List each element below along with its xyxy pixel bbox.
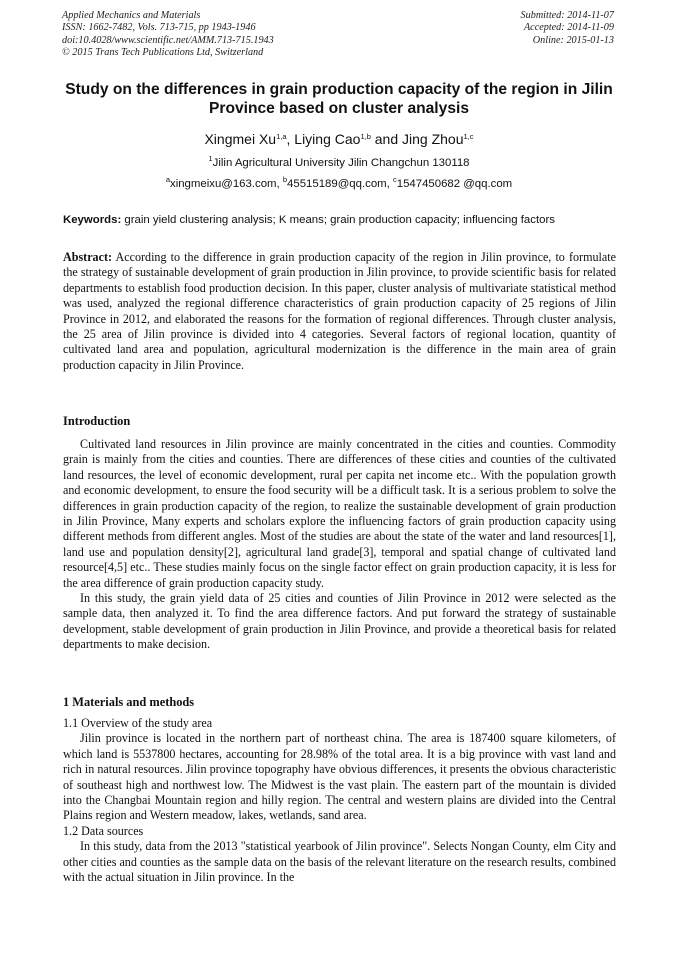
affiliation (64, 156, 614, 171)
email-list (64, 177, 614, 192)
author-name: Xingmei Xu (204, 131, 277, 147)
online-date: Online: 2015-01-13 (532, 34, 614, 46)
data-sources-paragraph: In this study, data from the 2013 "statistical yearbook of Jilin province". Selects Nongan County, elm City and other cities and counties as the sample data on the basis of the relevant literature on the research results, combined with the actual situation in Jilin province. In the (63, 839, 616, 885)
abstract (63, 250, 616, 373)
author-superscript: 1,c (463, 132, 474, 141)
affiliation-superscript: 1 (208, 154, 213, 163)
journal-header (62, 10, 274, 60)
methods-body (63, 716, 616, 885)
email-superscript: a (165, 175, 170, 184)
subsection-heading: 1.1 Overview of the study area (63, 716, 213, 730)
email-superscript: c (392, 175, 397, 184)
submitted-date: Submitted: 2014-11-07 (520, 10, 614, 21)
email-address: xingmeixu@163.com, (170, 178, 283, 190)
abstract-label: Abstract: (63, 250, 113, 264)
keywords-label: Keywords: (63, 214, 122, 226)
introduction-paragraph: In this study, the grain yield data of 25 cities and counties of Jilin Province in 2012 were selected as the sample data, then analyzed it. To find the area difference factors. And put forward the strategy of sustainable development, stable development of grain production in Jilin Province, and provide a theoretical basis for related departments to make decision. (63, 591, 616, 652)
author-superscript: 1,a (276, 132, 287, 141)
email-superscript: b (282, 175, 288, 184)
affiliation-text: Jilin Agricultural University Jilin Changchun 130118 (212, 157, 470, 169)
study-area-paragraph: Jilin province is located in the northern part of northeast china. The area is 187400 square kilometers, of which land is 5537800 hectares, accounting for 28.98% of the total area. It is a big province with vast land and rich in natural resources. Jilin province topography have obvious differences, it presents the obvious characteristic of southeast high and northwest low. The Midwest is the vast plain. The eastern part of the mountain is divided into the Changbai Mountain region and hilly region. The central and western plains are divided into the Central Plains region and Western meadow, lakes, wetlands, sand area. (63, 731, 616, 823)
introduction-body (63, 437, 616, 653)
doi-line: doi:10.4028/www.scientific.net/AMM.713-715.1943 (62, 34, 274, 46)
author-separator: and (370, 131, 403, 147)
paper-title: Study on the differences in grain production capacity of the region in Jilin Province based on cluster analysis (65, 81, 613, 117)
subsection-heading: 1.2 Data sources (63, 823, 144, 838)
introduction-heading: Introduction (63, 414, 131, 428)
author-separator: , (286, 131, 295, 147)
email-address: 45515189@qq.com, (287, 178, 393, 190)
methods-heading: 1 Materials and methods (63, 695, 195, 709)
author-list (64, 130, 614, 148)
abstract-text: According to the difference in grain production capacity of the region in Jilin province, to formulate the strategy of sustainable development of grain production in Jilin province, to provide scientific basis for related departments to establish food production decision. In this paper, cluster analysis of multivariate statistical method was used, analyzed the regional difference characteristics of grain production capacity of 25 regions of Jilin Province in 2012, and elaborated the reasons for the formation of regional differences. Through cluster analysis, the 25 area of Jilin province is divided into 4 categories. Several factors of regional location, quantity of cultivated land area and population, agricultural modernization is the difference in the main area of grain production capacity in Jilin Province. (63, 250, 616, 372)
keywords (63, 213, 618, 228)
email-address: 1547450682 @qq.com (396, 178, 513, 190)
accepted-date: Accepted: 2014-11-09 (523, 22, 614, 34)
copyright-line: © 2015 Trans Tech Publications Ltd, Switzerland (62, 47, 264, 59)
author-superscript: 1,b (360, 132, 371, 141)
journal-name: Applied Mechanics and Materials (62, 10, 201, 21)
author-name: Liying Cao (294, 131, 361, 147)
dates-header (521, 10, 614, 47)
issn-line: ISSN: 1662-7482, Vols. 713-715, pp 1943-1946 (62, 22, 256, 34)
introduction-paragraph: Cultivated land resources in Jilin province are mainly concentrated in the cities and counties. Commodity grain is mainly from the cities and counties. There are differences of these cities and counties of the cultivated land resources, the level of economic development, rural per capita net income etc.. With the population growth and economic development, to ensure the food security will be a difficult task. It is a serious problem to solve the differences in grain production capacity of the region, to realize the sustainable development of grain production in Jilin Province, Many experts and scholars explore the influencing factors of grain production capacity using different methods from different angles. Most of the studies are about the state of the water and land resources[1], land use and population density[2], agricultural land grade[3], temporal and spatial change of cultivated land resource[4,5] etc.. These studies mainly focus on the single factor effect on grain production capacity, it is less for the area difference of grain production capacity study. (63, 437, 616, 590)
author-name: Jing Zhou (402, 131, 464, 147)
keywords-text: grain yield clustering analysis; K means; grain production capacity; influencing factors (121, 214, 555, 226)
